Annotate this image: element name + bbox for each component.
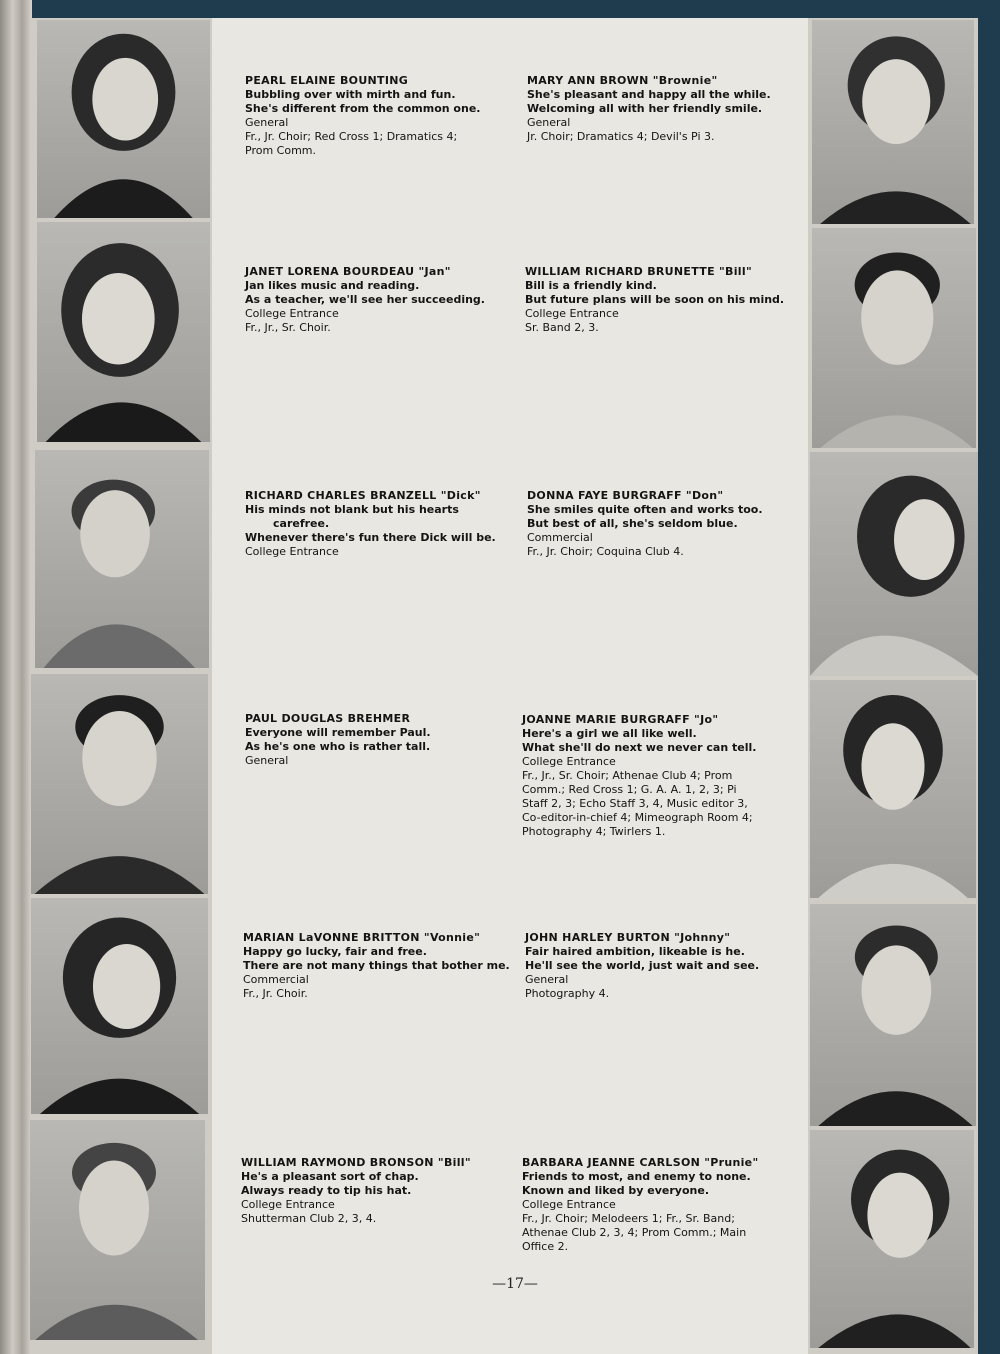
course: General (525, 973, 569, 986)
verse-line: Jan likes music and reading. (245, 279, 420, 292)
portrait-photo (35, 450, 209, 668)
verse-line: As he's one who is rather tall. (245, 740, 431, 753)
student-name: WILLIAM RICHARD BRUNETTE "Bill" (525, 265, 752, 278)
activities-line: Fr., Jr., Sr. Choir; Athenae Club 4; Prom (522, 769, 733, 782)
verse-line: She's different from the common one. (245, 102, 481, 115)
activities-line: Comm.; Red Cross 1; G. A. A. 1, 2, 3; Pi (522, 783, 737, 796)
portrait-photo (31, 898, 208, 1114)
verse-line: Always ready to tip his hat. (241, 1184, 412, 1197)
portrait-photo (37, 20, 210, 218)
student-name: RICHARD CHARLES BRANZELL "Dick" (245, 489, 481, 502)
activities-line: Photography 4; Twirlers 1. (522, 825, 666, 838)
activities-line: Prom Comm. (245, 144, 317, 157)
student-name: PEARL ELAINE BOUNTING (245, 74, 409, 87)
verse-line: But future plans will be soon on his mind. (525, 293, 785, 306)
student-name: JANET LORENA BOURDEAU "Jan" (245, 265, 451, 278)
student-name: DONNA FAYE BURGRAFF "Don" (527, 489, 724, 502)
activities-line: Fr., Jr. Choir. (243, 987, 308, 1000)
course: College Entrance (522, 1198, 616, 1211)
student-entry (245, 489, 515, 559)
activities-line: Fr., Jr. Choir; Melodeers 1; Fr., Sr. Band; (522, 1212, 735, 1225)
verse-line: carefree. (273, 517, 330, 530)
verse-line: What she'll do next we never can tell. (522, 741, 757, 754)
student-name: JOHN HARLEY BURTON "Johnny" (525, 931, 731, 944)
student-name: MARIAN LaVONNE BRITTON "Vonnie" (243, 931, 481, 944)
activities-line: Fr., Jr. Choir; Coquina Club 4. (527, 545, 684, 558)
student-entry (243, 931, 513, 1001)
course: Commercial (527, 531, 593, 544)
portrait-photo (812, 228, 976, 448)
portrait-photo (810, 452, 978, 676)
student-name: PAUL DOUGLAS BREHMER (245, 712, 411, 725)
student-entry (527, 74, 797, 144)
course: College Entrance (245, 307, 339, 320)
course: College Entrance (525, 307, 619, 320)
course: Commercial (243, 973, 309, 986)
activities-line: Staff 2, 3; Echo Staff 3, 4, Music editor 3, (522, 797, 748, 810)
activities-line: Photography 4. (525, 987, 610, 1000)
activities-line: Athenae Club 2, 3, 4; Prom Comm.; Main (522, 1226, 747, 1239)
verse-line: He'll see the world, just wait and see. (525, 959, 760, 972)
course: General (527, 116, 571, 129)
book-spine (0, 0, 32, 1354)
course: General (245, 754, 289, 767)
student-entry (527, 489, 797, 559)
activities-line: Fr., Jr., Sr. Choir. (245, 321, 331, 334)
verse-line: Bubbling over with mirth and fun. (245, 88, 456, 101)
verse-line: As a teacher, we'll see her succeeding. (245, 293, 485, 306)
student-entry (525, 265, 795, 335)
course: General (245, 116, 289, 129)
verse-line: Whenever there's fun there Dick will be. (245, 531, 496, 544)
student-entry (525, 931, 795, 1001)
verse-line: She smiles quite often and works too. (527, 503, 763, 516)
portrait-photo (810, 904, 976, 1126)
student-name: MARY ANN BROWN "Brownie" (527, 74, 718, 87)
verse-line: Bill is a friendly kind. (525, 279, 657, 292)
portrait-photo (810, 680, 976, 898)
verse-line: There are not many things that bother me. (243, 959, 510, 972)
student-name: BARBARA JEANNE CARLSON "Prunie" (522, 1156, 759, 1169)
student-entry (241, 1156, 511, 1226)
student-name: WILLIAM RAYMOND BRONSON "Bill" (241, 1156, 471, 1169)
student-entry (522, 713, 792, 839)
verse-line: Everyone will remember Paul. (245, 726, 431, 739)
activities-line: Jr. Choir; Dramatics 4; Devil's Pi 3. (527, 130, 715, 143)
student-entry (245, 712, 515, 768)
scan-border-right (976, 0, 1000, 1354)
portrait-photo (37, 222, 210, 442)
student-entry (522, 1156, 792, 1254)
activities-line: Fr., Jr. Choir; Red Cross 1; Dramatics 4; (245, 130, 458, 143)
page-number: —17— (492, 1276, 538, 1292)
verse-line: He's a pleasant sort of chap. (241, 1170, 419, 1183)
portrait-photo (812, 20, 974, 224)
portrait-photo (31, 674, 208, 894)
activities-line: Office 2. (522, 1240, 569, 1253)
verse-line: She's pleasant and happy all the while. (527, 88, 771, 101)
activities-line: Shutterman Club 2, 3, 4. (241, 1212, 377, 1225)
verse-line: Here's a girl we all like well. (522, 727, 697, 740)
verse-line: His minds not blank but his hearts (245, 503, 459, 516)
student-entry (245, 265, 515, 335)
portrait-photo (810, 1130, 974, 1348)
verse-line: Friends to most, and enemy to none. (522, 1170, 751, 1183)
course: College Entrance (241, 1198, 335, 1211)
verse-line: Happy go lucky, fair and free. (243, 945, 427, 958)
activities-line: Co-editor-in-chief 4; Mimeograph Room 4; (522, 811, 753, 824)
student-name: JOANNE MARIE BURGRAFF "Jo" (522, 713, 719, 726)
verse-line: Welcoming all with her friendly smile. (527, 102, 763, 115)
course: College Entrance (245, 545, 339, 558)
activities-line: Sr. Band 2, 3. (525, 321, 599, 334)
verse-line: Known and liked by everyone. (522, 1184, 710, 1197)
scan-border-top (0, 0, 1000, 18)
student-entry (245, 74, 515, 158)
verse-line: But best of all, she's seldom blue. (527, 517, 738, 530)
course: College Entrance (522, 755, 616, 768)
verse-line: Fair haired ambition, likeable is he. (525, 945, 745, 958)
portrait-photo (30, 1120, 205, 1340)
